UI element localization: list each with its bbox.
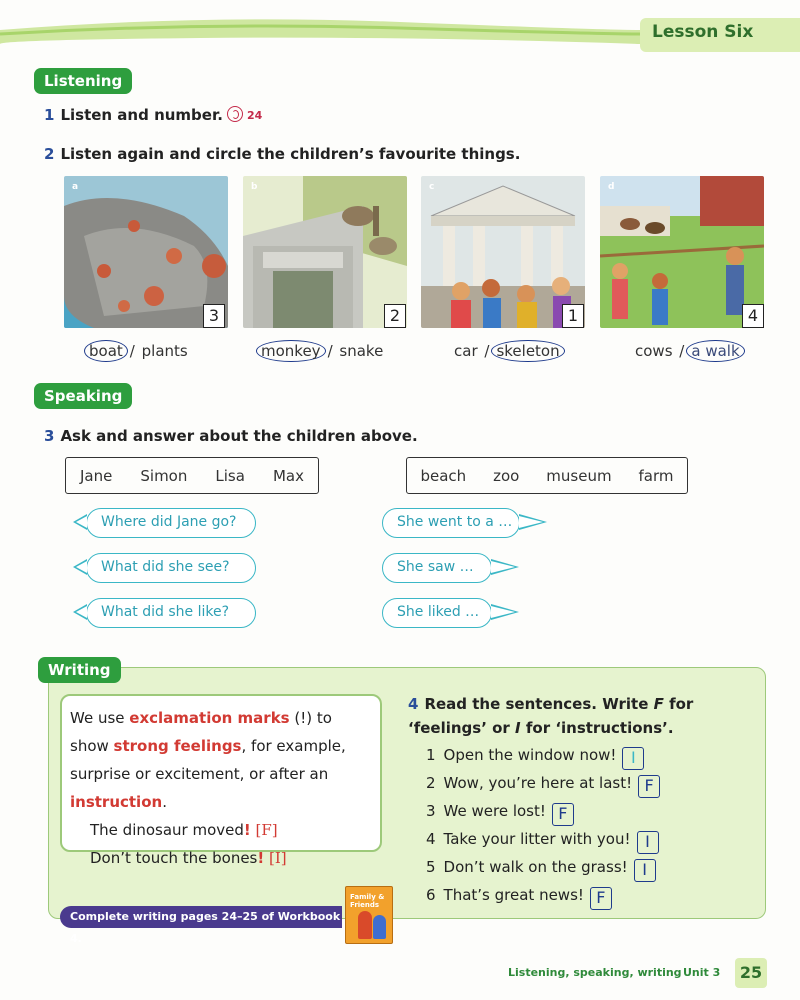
picture-number-box[interactable]: 3	[203, 304, 225, 328]
sentence-item: 4 Take your litter with you! I	[426, 830, 659, 854]
task-2	[44, 145, 520, 163]
rule-text: We use exclamation marks (!) to show strong feelings, for example, surprise or excitement, or after an instruction.	[70, 709, 346, 811]
speaking-label: Speaking	[34, 383, 132, 409]
answer-bubble: She went to a …	[382, 508, 520, 538]
sentence-item: 3 We were lost! F	[426, 802, 574, 826]
task-text: Listen and number.	[60, 106, 223, 124]
answer-bubble: She saw …	[382, 553, 492, 583]
circled-option[interactable]: boat	[84, 340, 128, 362]
picture-number-box[interactable]: 2	[384, 304, 406, 328]
word-name: Lisa	[215, 466, 245, 485]
writing-label: Writing	[38, 657, 121, 683]
circled-option[interactable]: monkey	[256, 340, 326, 362]
picture-farm	[600, 176, 764, 328]
example-1: The dinosaur moved! [F]	[90, 821, 278, 839]
footer-section: Listening, speaking, writing	[508, 966, 682, 979]
task-number: 3	[44, 427, 55, 445]
choice-pair: boat / plants	[84, 340, 188, 362]
picture-museum	[421, 176, 585, 328]
example-2: Don’t touch the bones! [I]	[90, 849, 287, 867]
sentence-item: 1 Open the window now! I	[426, 746, 644, 770]
circled-option[interactable]: a walk	[686, 340, 744, 362]
picture-letter: d	[608, 182, 615, 192]
track-number: 24	[246, 109, 263, 122]
answer-box[interactable]: I	[622, 747, 644, 770]
book-title: Family & Friends	[350, 893, 385, 909]
word-place: farm	[638, 466, 674, 485]
word-name: Simon	[140, 466, 188, 485]
task-text: Listen again and circle the children’s favourite things.	[60, 145, 521, 163]
choice-pair: cows / a walk	[635, 340, 745, 362]
answer-box[interactable]: I	[637, 831, 659, 854]
example-answer: [F]	[255, 821, 278, 839]
question-bubble: What did she like?	[86, 598, 256, 628]
names-word-box	[65, 457, 319, 494]
picture-number-box[interactable]: 1	[562, 304, 584, 328]
option[interactable]: plants	[141, 342, 188, 360]
answer-bubble: She liked …	[382, 598, 492, 628]
places-word-box	[406, 457, 688, 494]
word-place: museum	[546, 466, 612, 485]
picture-letter: a	[72, 182, 79, 192]
sentence-item: 5 Don’t walk on the grass! I	[426, 858, 656, 882]
footer-unit: Unit 3	[683, 966, 721, 979]
rule-box	[60, 694, 382, 867]
task-1	[44, 106, 262, 124]
circled-option[interactable]: skeleton	[491, 340, 564, 362]
choice-pair: car / skeleton	[454, 340, 565, 362]
picture-number-box[interactable]: 4	[742, 304, 764, 328]
picture-zoo	[243, 176, 407, 328]
answer-box[interactable]: F	[590, 887, 612, 910]
sentence-item: 6 That’s great news! F	[426, 886, 612, 910]
example-answer: [I]	[269, 849, 287, 867]
lesson-title: Lesson Six	[652, 22, 754, 42]
audio-cd-icon[interactable]	[227, 106, 243, 122]
sentence-item: 2 Wow, you’re here at last! F	[426, 774, 660, 798]
task-number: 2	[44, 145, 55, 163]
workbook-reference: Complete writing pages 24–25 of Workbook 4.	[60, 906, 342, 928]
workbook-cover-icon	[345, 886, 393, 944]
listening-label: Listening	[34, 68, 132, 94]
highlight: strong feelings	[113, 737, 242, 755]
word-name: Jane	[80, 466, 113, 485]
word-place: beach	[420, 466, 467, 485]
question-bubble: Where did Jane go?	[86, 508, 256, 538]
option[interactable]: snake	[339, 342, 384, 360]
picture-letter: b	[251, 182, 258, 192]
answer-box[interactable]: F	[638, 775, 660, 798]
word-place: zoo	[493, 466, 520, 485]
task-number: 4	[408, 695, 419, 713]
option[interactable]: car	[454, 342, 478, 360]
highlight: exclamation marks	[129, 709, 290, 727]
question-bubble: What did she see?	[86, 553, 256, 583]
answer-box[interactable]: I	[634, 859, 656, 882]
task-4-title: 4 Read the sentences. Write F for ‘feelings’ or I for ‘instructions’.	[408, 695, 694, 737]
picture-letter: c	[429, 182, 435, 192]
answer-box[interactable]: F	[552, 803, 574, 826]
choice-pair: monkey / snake	[256, 340, 383, 362]
highlight: instruction	[70, 793, 163, 811]
task-number: 1	[44, 106, 55, 124]
page-number: 25	[735, 958, 767, 988]
task-3	[44, 427, 418, 445]
word-name: Max	[272, 466, 304, 485]
option[interactable]: cows	[635, 342, 673, 360]
task-text: Ask and answer about the children above.	[60, 427, 418, 445]
